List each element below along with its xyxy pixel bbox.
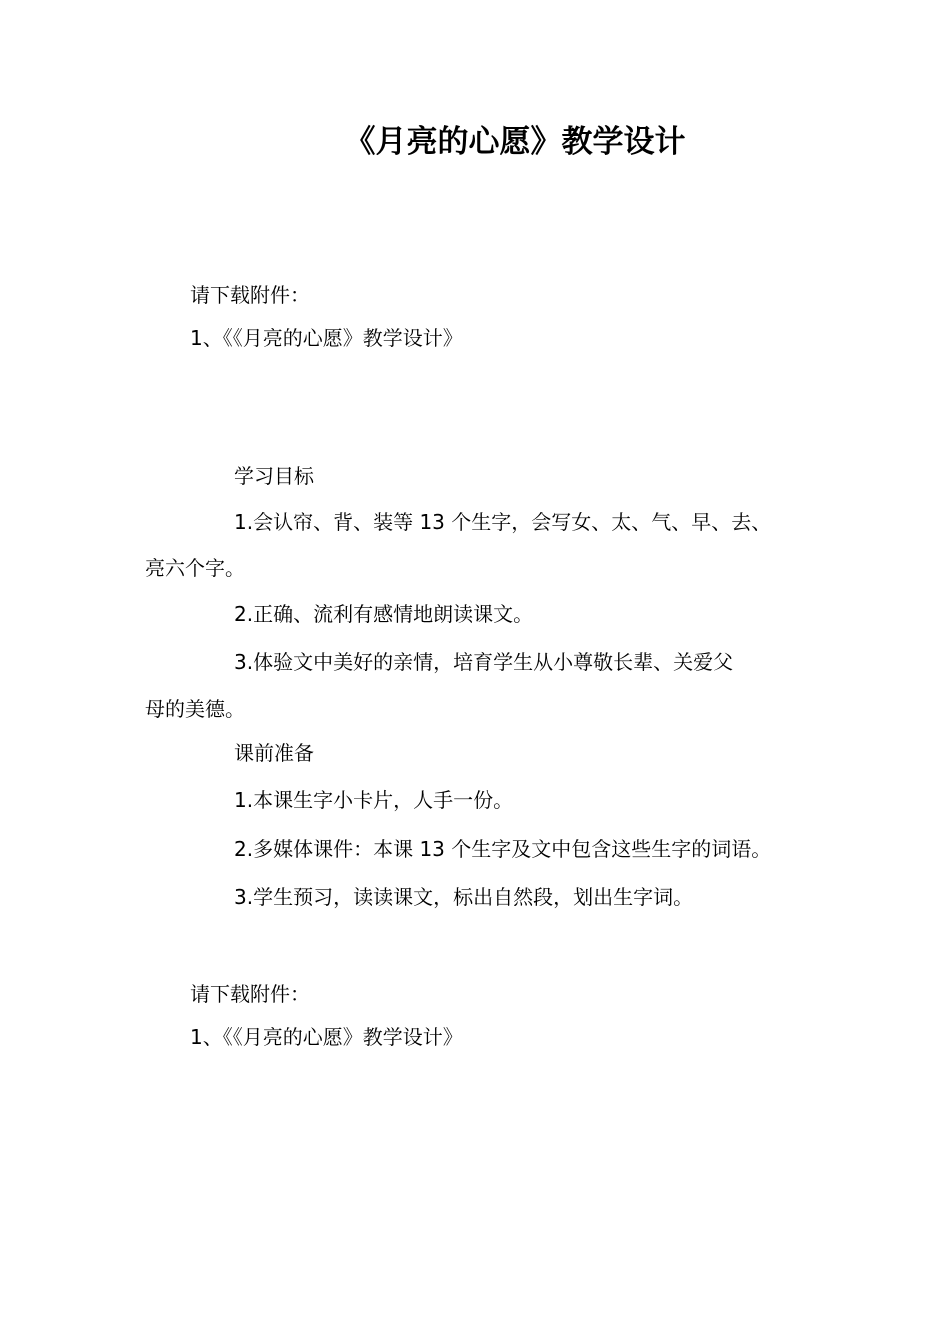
objective-item-2: 2.正确、流利有感情地朗读课文。 xyxy=(234,602,534,626)
preparation-item-2: 2.多媒体课件：本课 13 个生字及文中包含这些生字的词语。 xyxy=(234,837,772,861)
preparation-item-3: 3.学生预习，读读课文，标出自然段，划出生字词。 xyxy=(234,885,694,909)
attachment-link-2[interactable]: 1、《《月亮的心愿》教学设计》 xyxy=(190,1025,463,1049)
download-prompt: 请下载附件： xyxy=(190,283,310,307)
objective-item-1-continued: 亮六个字。 xyxy=(145,556,245,580)
objective-item-1: 1.会认帘、背、装等 13 个生字，会写女、太、气、早、去、 xyxy=(234,510,772,534)
preparation-heading: 课前准备 xyxy=(234,741,314,765)
objectives-heading: 学习目标 xyxy=(234,464,314,488)
objective-item-3: 3.体验文中美好的亲情，培育学生从小尊敬长辈、关爱父 xyxy=(234,650,734,674)
objective-item-3-continued: 母的美德。 xyxy=(145,697,245,721)
preparation-item-1: 1.本课生字小卡片，人手一份。 xyxy=(234,788,514,812)
download-prompt-2: 请下载附件： xyxy=(190,982,310,1006)
attachment-link[interactable]: 1、《《月亮的心愿》教学设计》 xyxy=(190,326,463,350)
document-title: 《月亮的心愿》教学设计 xyxy=(344,124,686,160)
